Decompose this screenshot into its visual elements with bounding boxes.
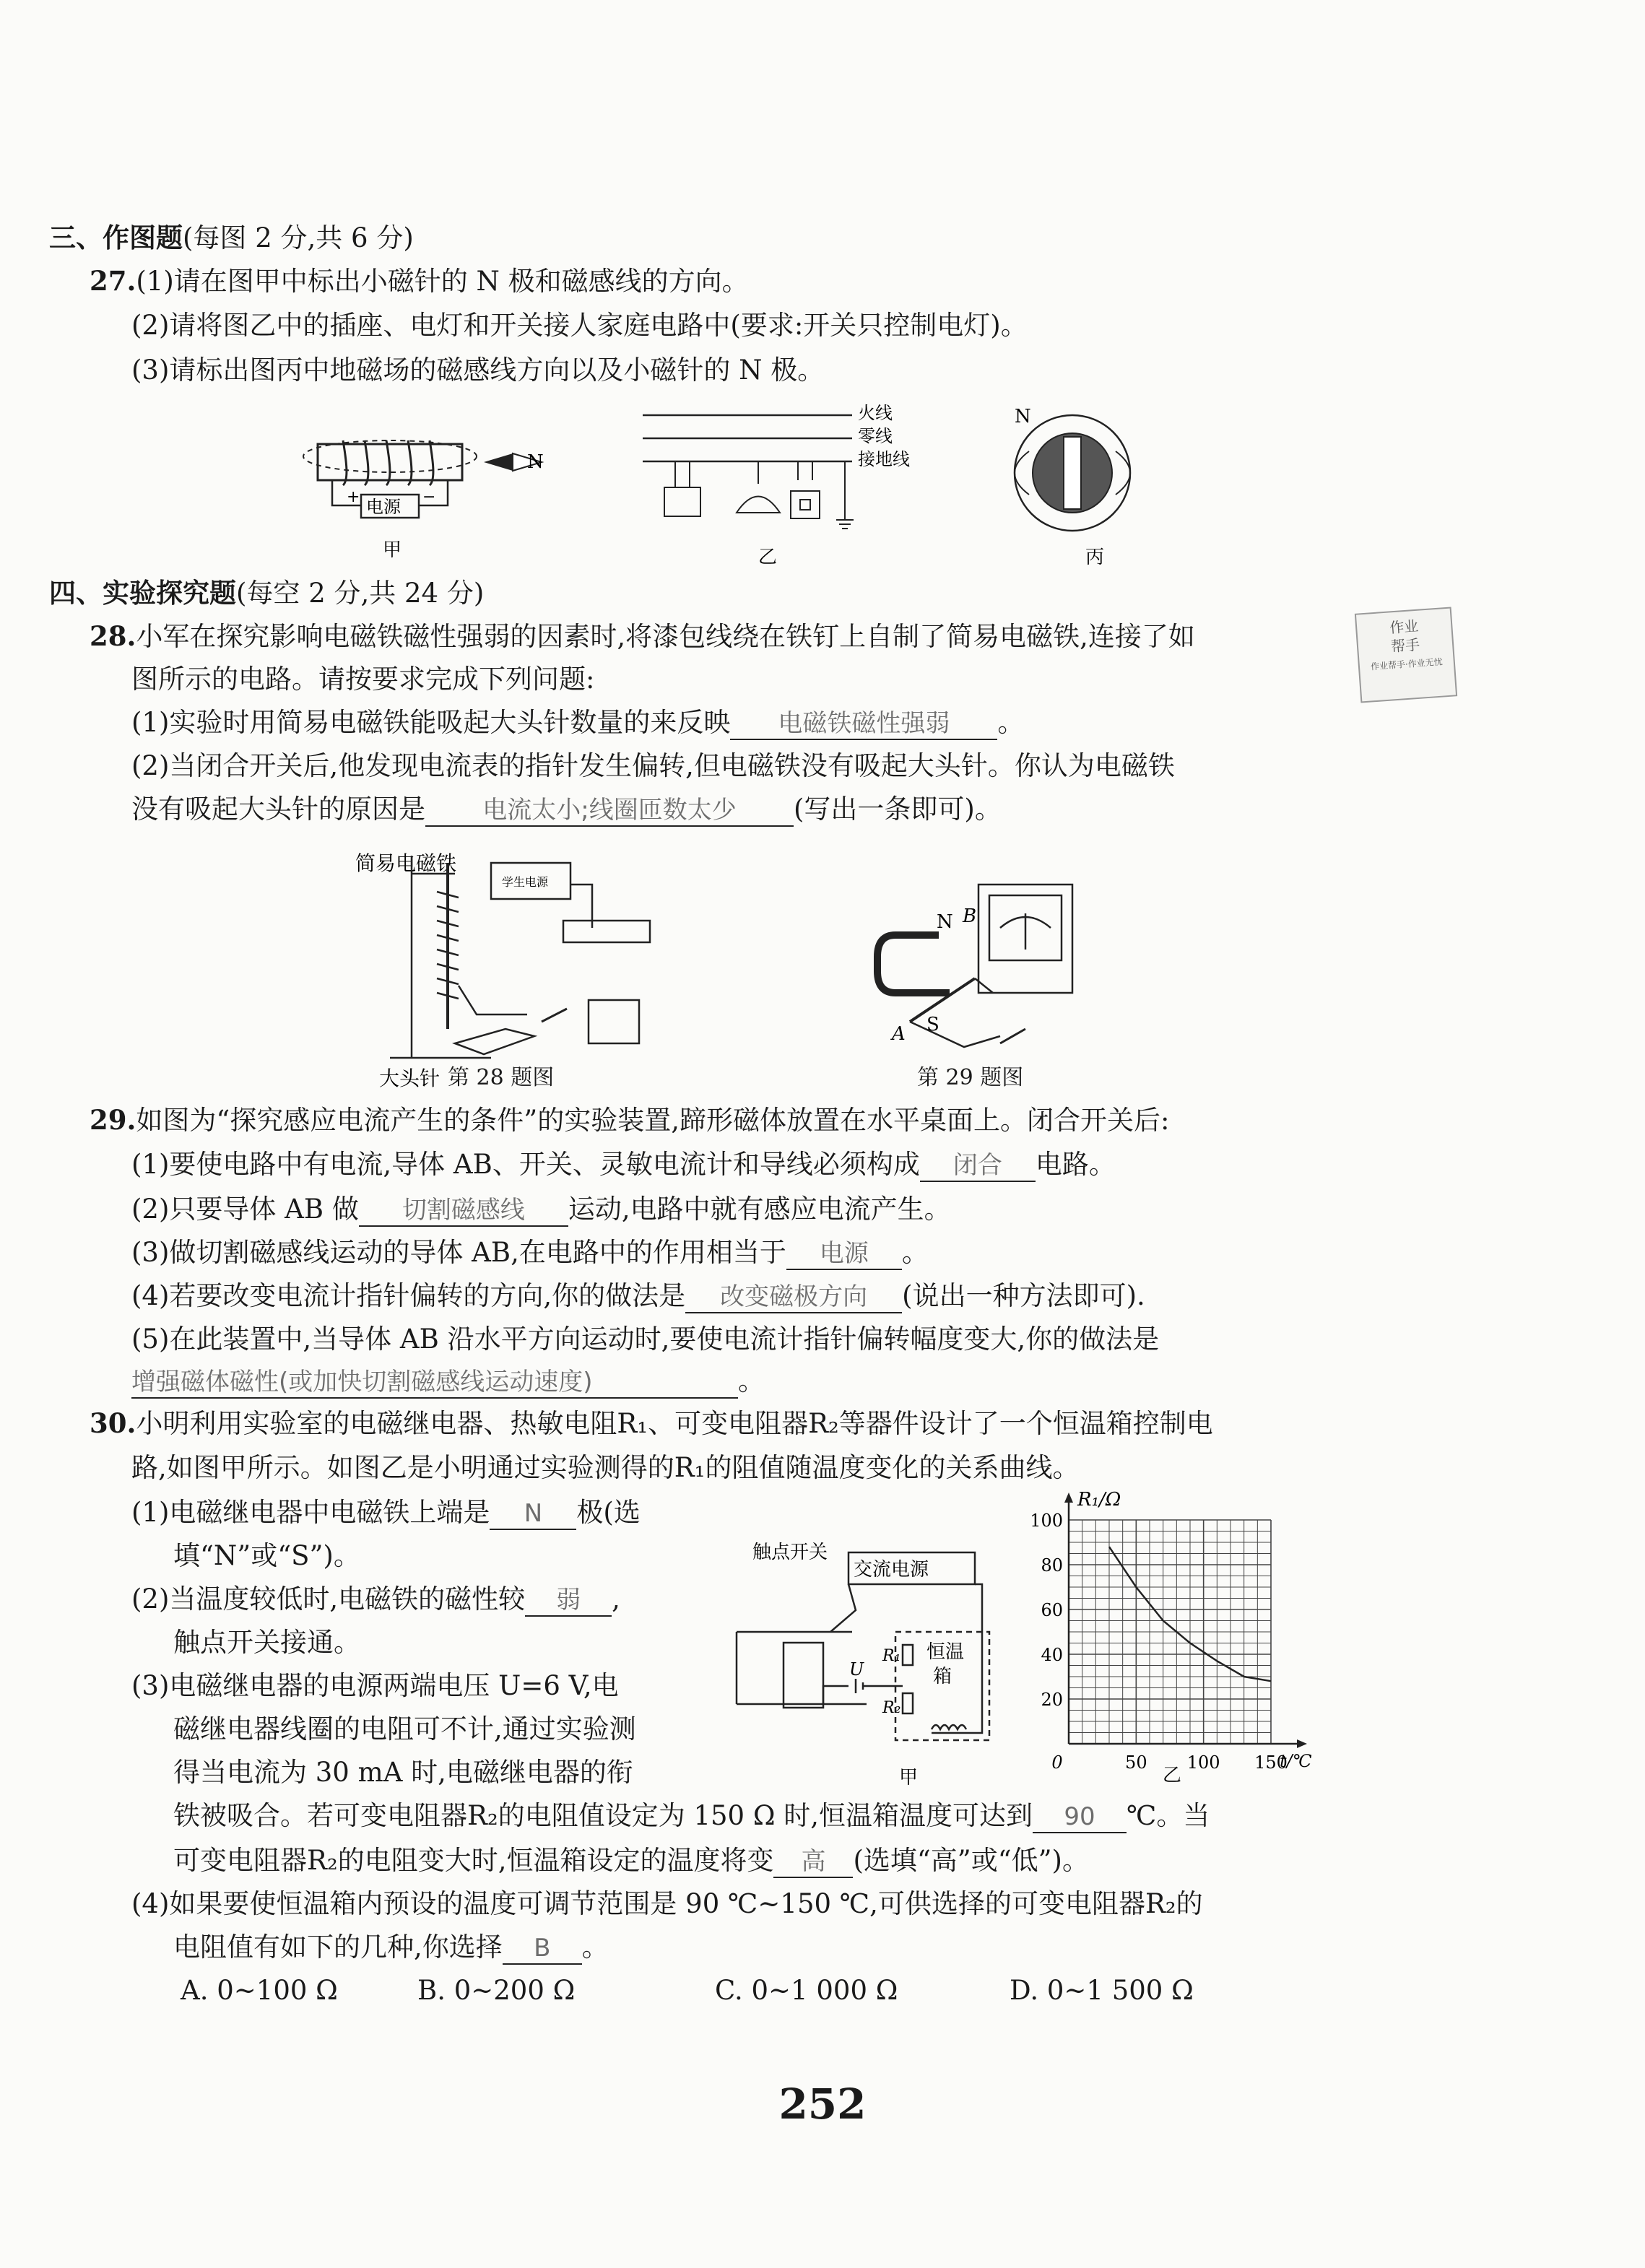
q29-part3 xyxy=(131,1236,929,1270)
q29-p3b: 。 xyxy=(901,1237,929,1268)
fig30-box1: 恒温 xyxy=(926,1641,965,1663)
fig-29 xyxy=(870,877,1087,1072)
q28-p2b: 没有吸起大头针的原因是 xyxy=(131,794,425,825)
sec3-score: (每图 2 分,共 6 分) xyxy=(183,222,414,253)
switch-key xyxy=(800,500,810,510)
fig30-r1: R₁ xyxy=(882,1647,901,1665)
fig-jia xyxy=(292,412,567,578)
q30-option-a[interactable]: A. 0~100 Ω xyxy=(181,1975,338,2006)
pins-tray xyxy=(455,1029,534,1054)
q30-p4b: 电阻值有如下的几种,你选择 xyxy=(173,1932,503,1963)
fig30-r2: R₂ xyxy=(882,1699,901,1717)
q27-p2: (2)请将图乙中的插座、电灯和开关接人家庭电路中(要求:开关只控制电灯)。 xyxy=(131,310,1028,341)
switch-leads xyxy=(798,461,812,480)
heater xyxy=(932,1725,966,1729)
fig29-s: S xyxy=(926,1014,939,1035)
q30-p3c: 得当电流为 30 mA 时,电磁继电器的衔 xyxy=(173,1757,633,1788)
q30-p3e: ℃。当 xyxy=(1127,1800,1210,1831)
q29-stem: 如图为“探究感应电流产生的条件”的实验装置,蹄形磁体放置在水平桌面上。闭合开关后: xyxy=(136,1105,1170,1136)
fig-jia-caption: 甲 xyxy=(383,539,402,561)
q28-l2: 图所示的电路。请按要求完成下列问题: xyxy=(131,664,595,695)
stamp-badge xyxy=(1355,607,1457,703)
fig29-a: A xyxy=(892,1023,906,1045)
fig-yi-caption: 乙 xyxy=(758,547,778,568)
fig29-caption: 第 29 题图 xyxy=(917,1065,1024,1090)
q29-num: 29. xyxy=(90,1104,136,1136)
fig30-ac: 交流电源 xyxy=(854,1559,929,1581)
q27-num: 27. xyxy=(90,265,136,297)
x-axis-arrow xyxy=(1297,1739,1307,1748)
q28-p1b: 。 xyxy=(997,707,1025,738)
socket xyxy=(664,487,700,516)
live-wire-label: 火线 xyxy=(858,403,893,423)
fig-bing xyxy=(986,394,1166,578)
sec3-heading xyxy=(49,221,414,255)
q27-line1 xyxy=(90,264,749,298)
switch-blade xyxy=(542,1009,567,1022)
q30-p3b: 磁继电器线圈的电阻可不计,通过实验测 xyxy=(173,1713,636,1745)
q30-p3d: 铁被吸合。若可变电阻器R₂的电阻值设定为 150 Ω 时,恒温箱温度可达到 xyxy=(173,1800,1033,1831)
q30-p3a: (3)电磁继电器的电源两端电压 U=6 V,电 xyxy=(131,1670,619,1701)
rheostat xyxy=(563,921,650,942)
conductor-ab xyxy=(910,978,975,1022)
lamp xyxy=(737,497,780,513)
q28-p1a: (1)实验时用简易电磁铁能吸起大头针数量的来反映 xyxy=(131,707,731,738)
fig29-b: B xyxy=(963,905,977,927)
q27-p1: (1)请在图甲中标出小磁针的 N 极和磁感线的方向。 xyxy=(136,266,749,297)
y-tick-label: 100 xyxy=(1030,1511,1063,1531)
fig-jia-n: N xyxy=(527,451,544,473)
q30-part4 xyxy=(173,1931,609,1965)
fig28-pin: 大头针 xyxy=(379,1066,440,1090)
fig30-u: U xyxy=(849,1659,864,1680)
q28-part1 xyxy=(131,706,1024,740)
q30-answer1[interactable]: N xyxy=(490,1498,576,1530)
q29-answer2[interactable]: 切割磁感线 xyxy=(359,1195,568,1227)
fig-jia-plus: + xyxy=(347,488,360,506)
q29-p5b: 。 xyxy=(738,1365,765,1396)
horseshoe-magnet xyxy=(877,935,950,993)
chart-grid xyxy=(1069,1520,1271,1744)
q28-part2 xyxy=(131,793,1002,827)
y-axis-label: R₁/Ω xyxy=(1077,1489,1121,1511)
q30-p1a: (1)电磁继电器中电磁铁上端是 xyxy=(131,1497,490,1528)
neutral-wire-label: 零线 xyxy=(858,426,893,446)
contact-switch xyxy=(830,1584,856,1632)
switch xyxy=(791,491,820,518)
fig28-label xyxy=(355,851,456,875)
q30-option-b[interactable]: B. 0~200 Ω xyxy=(417,1975,576,2006)
q30-p3f: 可变电阻器R₂的电阻变大时,恒温箱设定的温度将变 xyxy=(173,1845,774,1876)
q30-p2a: (2)当温度较低时,电磁铁的磁性较 xyxy=(131,1583,526,1615)
q30-answer3[interactable]: 90 xyxy=(1033,1802,1127,1833)
x-axis-label: t/℃ xyxy=(1280,1751,1312,1771)
q30-p2c: 触点开关接通。 xyxy=(173,1627,360,1658)
q30-p2b: , xyxy=(612,1583,620,1615)
q29-part5 xyxy=(131,1365,765,1399)
q29-part1 xyxy=(131,1148,1116,1182)
q29-p1a: (1)要使电路中有电流,导体 AB、开关、灵敏电流计和导线必须构成 xyxy=(131,1149,920,1180)
q29-line1 xyxy=(90,1103,1169,1137)
q30-answer5[interactable]: B xyxy=(503,1933,582,1965)
fig-30-yi-chart xyxy=(1025,1484,1329,1787)
q29-part4 xyxy=(131,1279,1145,1313)
q29-p2b: 运动,电路中就有感应电流产生。 xyxy=(568,1194,951,1225)
fig-bing-caption: 丙 xyxy=(1085,547,1105,568)
q30-option-c[interactable]: C. 0~1 000 Ω xyxy=(715,1975,898,2006)
stamp-line3: 作业帮手·作业无忧 xyxy=(1370,656,1444,672)
x-tick-label: 0 xyxy=(1051,1752,1063,1773)
fig30-box2: 箱 xyxy=(933,1666,952,1687)
fig-yi xyxy=(635,394,939,578)
q30-p3g: (选填“高”或“低”)。 xyxy=(853,1845,1089,1876)
sec4-title: 四、实验探究题 xyxy=(49,577,236,609)
q30-num: 30. xyxy=(90,1407,136,1439)
stamp-line1: 作业 xyxy=(1389,617,1420,637)
fig-30-jia xyxy=(722,1531,1004,1791)
fig30-jia-caption: 甲 xyxy=(899,1767,919,1789)
q30-p1c: 填“N”或“S”)。 xyxy=(173,1540,360,1571)
fig29-n: N xyxy=(937,911,953,933)
fig30-switch: 触点开关 xyxy=(752,1542,828,1563)
q29-p4a: (4)若要改变电流计指针偏转的方向,你的做法是 xyxy=(131,1280,686,1311)
sec3-title: 三、作图题 xyxy=(49,222,183,253)
q28-answer1[interactable]: 电磁铁磁性强弱 xyxy=(730,708,997,740)
y-tick-label: 60 xyxy=(1041,1600,1063,1620)
stamp-line2: 帮手 xyxy=(1390,635,1420,656)
coil xyxy=(343,440,433,485)
earth-magnet xyxy=(1064,437,1081,509)
q29-part2 xyxy=(131,1193,951,1227)
x-tick-label: 150 xyxy=(1254,1752,1288,1773)
q29-p3a: (3)做切割磁感线运动的导体 AB,在电路中的作用相当于 xyxy=(131,1237,786,1268)
q28-num: 28. xyxy=(90,620,136,652)
q28-line1 xyxy=(90,620,1195,653)
y-tick-label: 80 xyxy=(1041,1555,1063,1576)
q27-p3: (3)请标出图丙中地磁场的磁感线方向以及小磁针的 N 极。 xyxy=(131,355,825,386)
mains-lines xyxy=(643,415,852,461)
q28-p2a: (2)当闭合开关后,他发现电流表的指针发生偏转,但电磁铁没有吸起大头针。你认为电磁铁 xyxy=(131,750,1175,781)
fig-bing-n: N xyxy=(1015,406,1031,427)
q30-part3 xyxy=(173,1799,1210,1833)
q30-part1a xyxy=(131,1496,641,1530)
r2-resistor xyxy=(903,1693,913,1713)
q29-answer4[interactable]: 改变磁极方向 xyxy=(685,1282,902,1313)
q29-answer5[interactable]: 增强磁体磁性(或加快切割磁感线运动速度) xyxy=(131,1367,738,1399)
q30-option-d[interactable]: D. 0~1 500 Ω xyxy=(1010,1975,1194,2006)
q28-answer2[interactable]: 电流太小;线圈匝数太少 xyxy=(425,795,794,827)
y-tick-labels xyxy=(1030,1511,1063,1710)
q29-p2a: (2)只要导体 AB 做 xyxy=(131,1194,359,1225)
q28-l1: 小军在探究影响电磁铁磁性强弱的因素时,将漆包线绕在铁钉上自制了简易电磁铁,连接了如 xyxy=(136,621,1195,652)
x-tick-label: 100 xyxy=(1186,1752,1220,1773)
chart-caption: 乙 xyxy=(1163,1765,1182,1786)
q29-answer3[interactable]: 电源 xyxy=(786,1238,902,1270)
ground-symbol xyxy=(836,461,854,529)
y-axis-arrow xyxy=(1064,1493,1073,1503)
q30-l1: 小明利用实验室的电磁继电器、热敏电阻R₁、可变电阻器R₂等器件设计了一个恒温箱控制电 xyxy=(136,1408,1213,1439)
r1-resistor xyxy=(903,1645,913,1665)
q30-p4a: (4)如果要使恒温箱内预设的温度可调节范围是 90 ℃~150 ℃,可供选择的可变电阻器R₂的 xyxy=(131,1888,1203,1919)
fig-28 xyxy=(347,841,664,1101)
y-tick-label: 40 xyxy=(1041,1645,1063,1665)
circuit-wires xyxy=(459,885,592,1014)
fig-jia-source: 电源 xyxy=(366,497,401,517)
ammeter xyxy=(589,1000,639,1043)
q29-p5a: (5)在此装置中,当导体 AB 沿水平方向运动时,要使电流计指针偏转幅度变大,你的做法是 xyxy=(131,1324,1160,1355)
y-tick-label: 20 xyxy=(1041,1690,1063,1710)
fig28-caption: 第 28 题图 xyxy=(448,1065,555,1090)
x-tick-label: 50 xyxy=(1125,1752,1147,1773)
ground-wire-label: 接地线 xyxy=(858,449,910,469)
q30-l2: 路,如图甲所示。如图乙是小明通过实验测得的R₁的阻值随温度变化的关系曲线。 xyxy=(131,1452,1080,1483)
q30-p1b: 极(选 xyxy=(576,1497,641,1528)
stand xyxy=(390,856,491,1058)
page-number: 252 xyxy=(778,2080,867,2129)
q29-p1b: 电路。 xyxy=(1035,1149,1116,1180)
compass-needle xyxy=(484,453,513,471)
q29-p4b: (说出一种方法即可). xyxy=(902,1280,1145,1311)
q30-answer2[interactable]: 弱 xyxy=(525,1585,612,1617)
q30-answer4[interactable]: 高 xyxy=(773,1846,853,1878)
q30-part3b xyxy=(173,1844,1089,1878)
sec4-score: (每空 2 分,共 24 分) xyxy=(236,578,485,609)
relay-coil xyxy=(784,1643,823,1708)
fig-jia-minus: − xyxy=(422,488,436,506)
q29-answer1[interactable]: 闭合 xyxy=(920,1150,1036,1182)
q30-p4c: 。 xyxy=(581,1932,609,1963)
fig28-label-text: 简易电磁铁 xyxy=(355,851,457,875)
fig28-source: 学生电源 xyxy=(502,875,549,889)
q30-line1 xyxy=(90,1407,1213,1441)
socket-leads xyxy=(675,461,690,487)
switch-29 xyxy=(1000,1029,1025,1043)
q28-p2c: (写出一条即可)。 xyxy=(794,794,1002,825)
sec4-heading xyxy=(49,576,484,610)
q30-part2a xyxy=(131,1583,620,1617)
